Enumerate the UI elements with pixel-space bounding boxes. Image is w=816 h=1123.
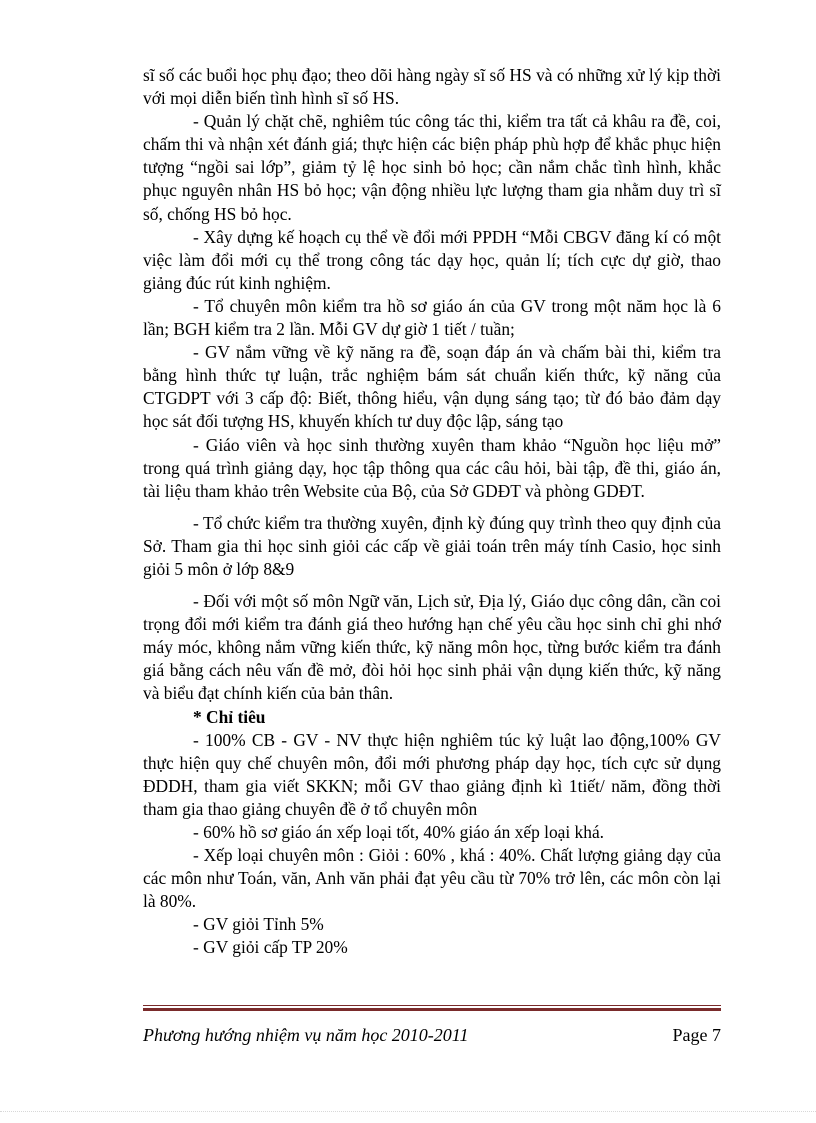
paragraph-regular-testing: - Tổ chức kiểm tra thường xuyên, định kỳ đúng quy trình theo quy định của Sở. Tham gia thi học sinh giỏi các cấp về giải toán trên máy tính Casio, học sinh giỏi 5 môn ở lớp 8&9 (143, 512, 721, 579)
target-item: - 100% CB - GV - NV thực hiện nghiêm túc kỷ luật lao động,100% GV thực hiện quy chế chuyên môn, đổi mới phương pháp dạy học, tích cực sử dụng ĐDDH, tham gia viết SKKN; mỗi GV thao giảng định kì 1tiết/ năm, đồng thời tham gia thao giảng chuyên đề ở tổ chuyên môn (143, 729, 721, 819)
paragraph-open-resources: - Giáo viên và học sinh thường xuyên tham khảo “Nguồn học liệu mở” trong quá trình giảng dạy, học tập thông qua các câu hỏi, bài tập, đề thi, giáo án, tài liệu tham khảo trên Website của Bộ, của Sở GDĐT và phòng GDĐT. (143, 434, 721, 501)
paragraph-continuation: sĩ số các buổi học phụ đạo; theo dõi hàng ngày sĩ số HS và có những xử lý kịp thời với mọi diễn biến tình hình sĩ số HS. (143, 65, 721, 109)
paragraph-exam-management: - Quản lý chặt chẽ, nghiêm túc công tác thi, kiểm tra tất cả khâu ra đề, coi, chấm thi và nhận xét đánh giá; thực hiện các biện pháp phù hợp để khắc phục hiện tượng “ngồi sai lớp”, giảm tỷ lệ học sinh bỏ học; cần nắm chắc tình hình, khắc phục nguyên nhân HS bỏ học; vận động nhiều lực lượng tham gia nhằm duy trì sĩ số, chống HS bỏ học. (143, 111, 721, 224)
target-item: - 60% hồ sơ giáo án xếp loại tốt, 40% giáo án xếp loại khá. (193, 822, 605, 842)
page-bottom-divider (0, 1111, 816, 1113)
paragraph-assessment-reform: - Đối với một số môn Ngữ văn, Lịch sử, Địa lý, Giáo dục công dân, cần coi trọng đổi mới kiểm tra đánh giá theo hướng hạn chế yêu cầu học sinh chỉ ghi nhớ máy móc, không nắm vững kiến thức, kỹ năng môn học, từng bước kiểm tra đánh giá bằng cách nêu vấn đề mở, đòi hỏi học sinh phải vận dụng kiến thức, kỹ năng và biểu đạt chính kiến của bản thân. (143, 591, 721, 704)
paragraph-lesson-plan-review: - Tổ chuyên môn kiểm tra hồ sơ giáo án của GV trong một năm học là 6 lần; BGH kiểm tra 2 lần. Mỗi GV dự giờ 1 tiết / tuần; (143, 295, 721, 340)
paragraph-teaching-innovation: - Xây dựng kế hoạch cụ thể về đổi mới PPDH “Mỗi CBGV đăng kí có một việc làm đổi mới cụ thể trong công tác dạy học, quản lí; tích cực dự giờ, thao giảng đúc rút kinh nghiệm. (143, 226, 721, 293)
target-item: - GV giỏi cấp TP 20% (193, 937, 348, 958)
page-number: Page 7 (672, 1025, 721, 1045)
page-footer (143, 1025, 721, 1046)
target-item: - Xếp loại chuyên môn : Giỏi : 60% , khá : 40%. Chất lượng giảng dạy của các môn như Toán, văn, Anh văn phải đạt yêu cầu từ 70% trở lên, các môn còn lại là 80%. (143, 845, 721, 912)
footer-rule-thick (143, 1008, 721, 1011)
document-body (143, 64, 721, 960)
paragraph-test-design: - GV nắm vững về kỹ năng ra đề, soạn đáp án và chấm bài thi, kiểm tra bằng hình thức tự luận, trắc nghiệm bám sát chuẩn kiến thức, kỹ năng của CTGDPT với 3 cấp độ: Biết, thông hiểu, vận dụng sáng tạo; từ đó bảo đảm dạy học sát đối tượng HS, khuyến khích tư duy độc lập, sáng tạo (143, 342, 721, 432)
footer-title: Phương hướng nhiệm vụ năm học 2010-2011 (143, 1025, 469, 1045)
section-heading-targets: * Chỉ tiêu (193, 706, 266, 727)
footer-rule-thin (143, 1005, 721, 1006)
target-item: - GV giỏi Tỉnh 5% (193, 914, 324, 935)
